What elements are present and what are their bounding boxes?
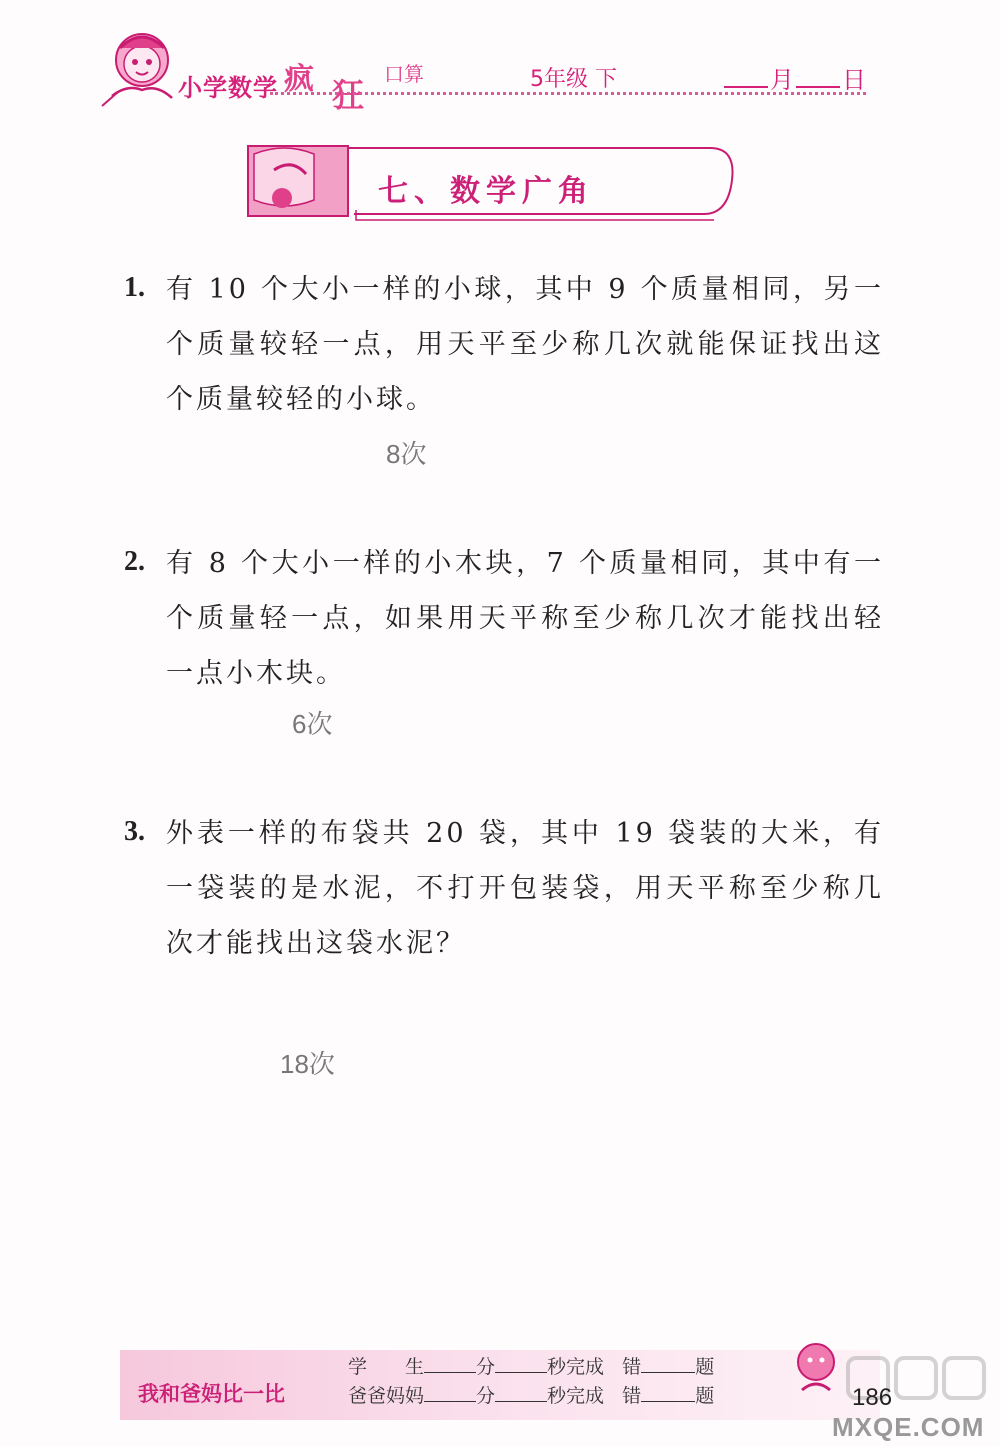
date-field (722, 60, 866, 95)
answer-3: 18次 (280, 1049, 335, 1079)
minutes-label: 分 (476, 1356, 496, 1378)
questions-label: 题 (695, 1385, 715, 1407)
header-divider (270, 92, 866, 95)
seconds-blank[interactable] (495, 1372, 547, 1373)
brand-big-char-2: 狂 (332, 76, 365, 114)
questions-label: 题 (695, 1356, 715, 1378)
seconds-label: 秒完成 (547, 1385, 605, 1407)
mascot-logo-icon (92, 18, 192, 118)
row-label: 学 生 (348, 1356, 425, 1378)
section-title: 七、数学广角 (378, 174, 594, 209)
wrong-blank[interactable] (641, 1401, 695, 1402)
answer-1: 8次 (386, 439, 427, 469)
month-label: 月 (770, 66, 794, 94)
minutes-blank[interactable] (424, 1401, 476, 1402)
page-number: 186 (852, 1384, 893, 1411)
wrong-label: 错 (622, 1356, 642, 1378)
day-blank[interactable] (796, 86, 840, 88)
question-number: 3. (124, 816, 145, 847)
minutes-label: 分 (476, 1385, 496, 1407)
brand-big-char-1: 疯 (284, 62, 314, 97)
question-text: 有 10 个大小一样的小球，其中 9 个质量相同，另一个质量较轻一点，用天平至少称几次就能保证找出这个质量较轻的小球。 (166, 274, 884, 415)
wrong-label: 错 (622, 1385, 642, 1407)
score-row-student (348, 1352, 714, 1379)
seconds-blank[interactable] (495, 1401, 547, 1402)
brand-suffix: 口算 (384, 62, 424, 86)
question-number: 1. (124, 272, 145, 303)
question-2 (124, 546, 884, 701)
footer-mascot-icon (790, 1338, 842, 1398)
watermark-text: MXQE.COM (832, 1412, 985, 1442)
question-text: 外表一样的布袋共 20 袋，其中 19 袋装的大米，有一袋装的是水泥，不打开包装袋，用天平称至少称几次才能找出这袋水泥？ (166, 818, 884, 959)
question-text: 有 8 个大小一样的小木块，7 个质量相同，其中有一个质量轻一点，如果用天平称至少称几次才能找出轻一点小木块。 (166, 548, 884, 689)
day-label: 日 (842, 66, 866, 94)
question-1 (124, 272, 884, 427)
row-label: 爸爸妈妈 (348, 1385, 425, 1407)
brand-text: 小学数学 (178, 74, 278, 102)
question-number: 2. (124, 546, 145, 577)
minutes-blank[interactable] (424, 1372, 476, 1373)
footer-title: 我和爸妈比一比 (138, 1382, 285, 1406)
wrong-blank[interactable] (641, 1372, 695, 1373)
grade-label: 5年级 下 (530, 67, 617, 92)
seconds-label: 秒完成 (547, 1356, 605, 1378)
question-3 (124, 816, 884, 971)
answer-2: 6次 (292, 709, 333, 739)
score-row-parents (348, 1381, 714, 1408)
month-blank[interactable] (724, 86, 768, 88)
